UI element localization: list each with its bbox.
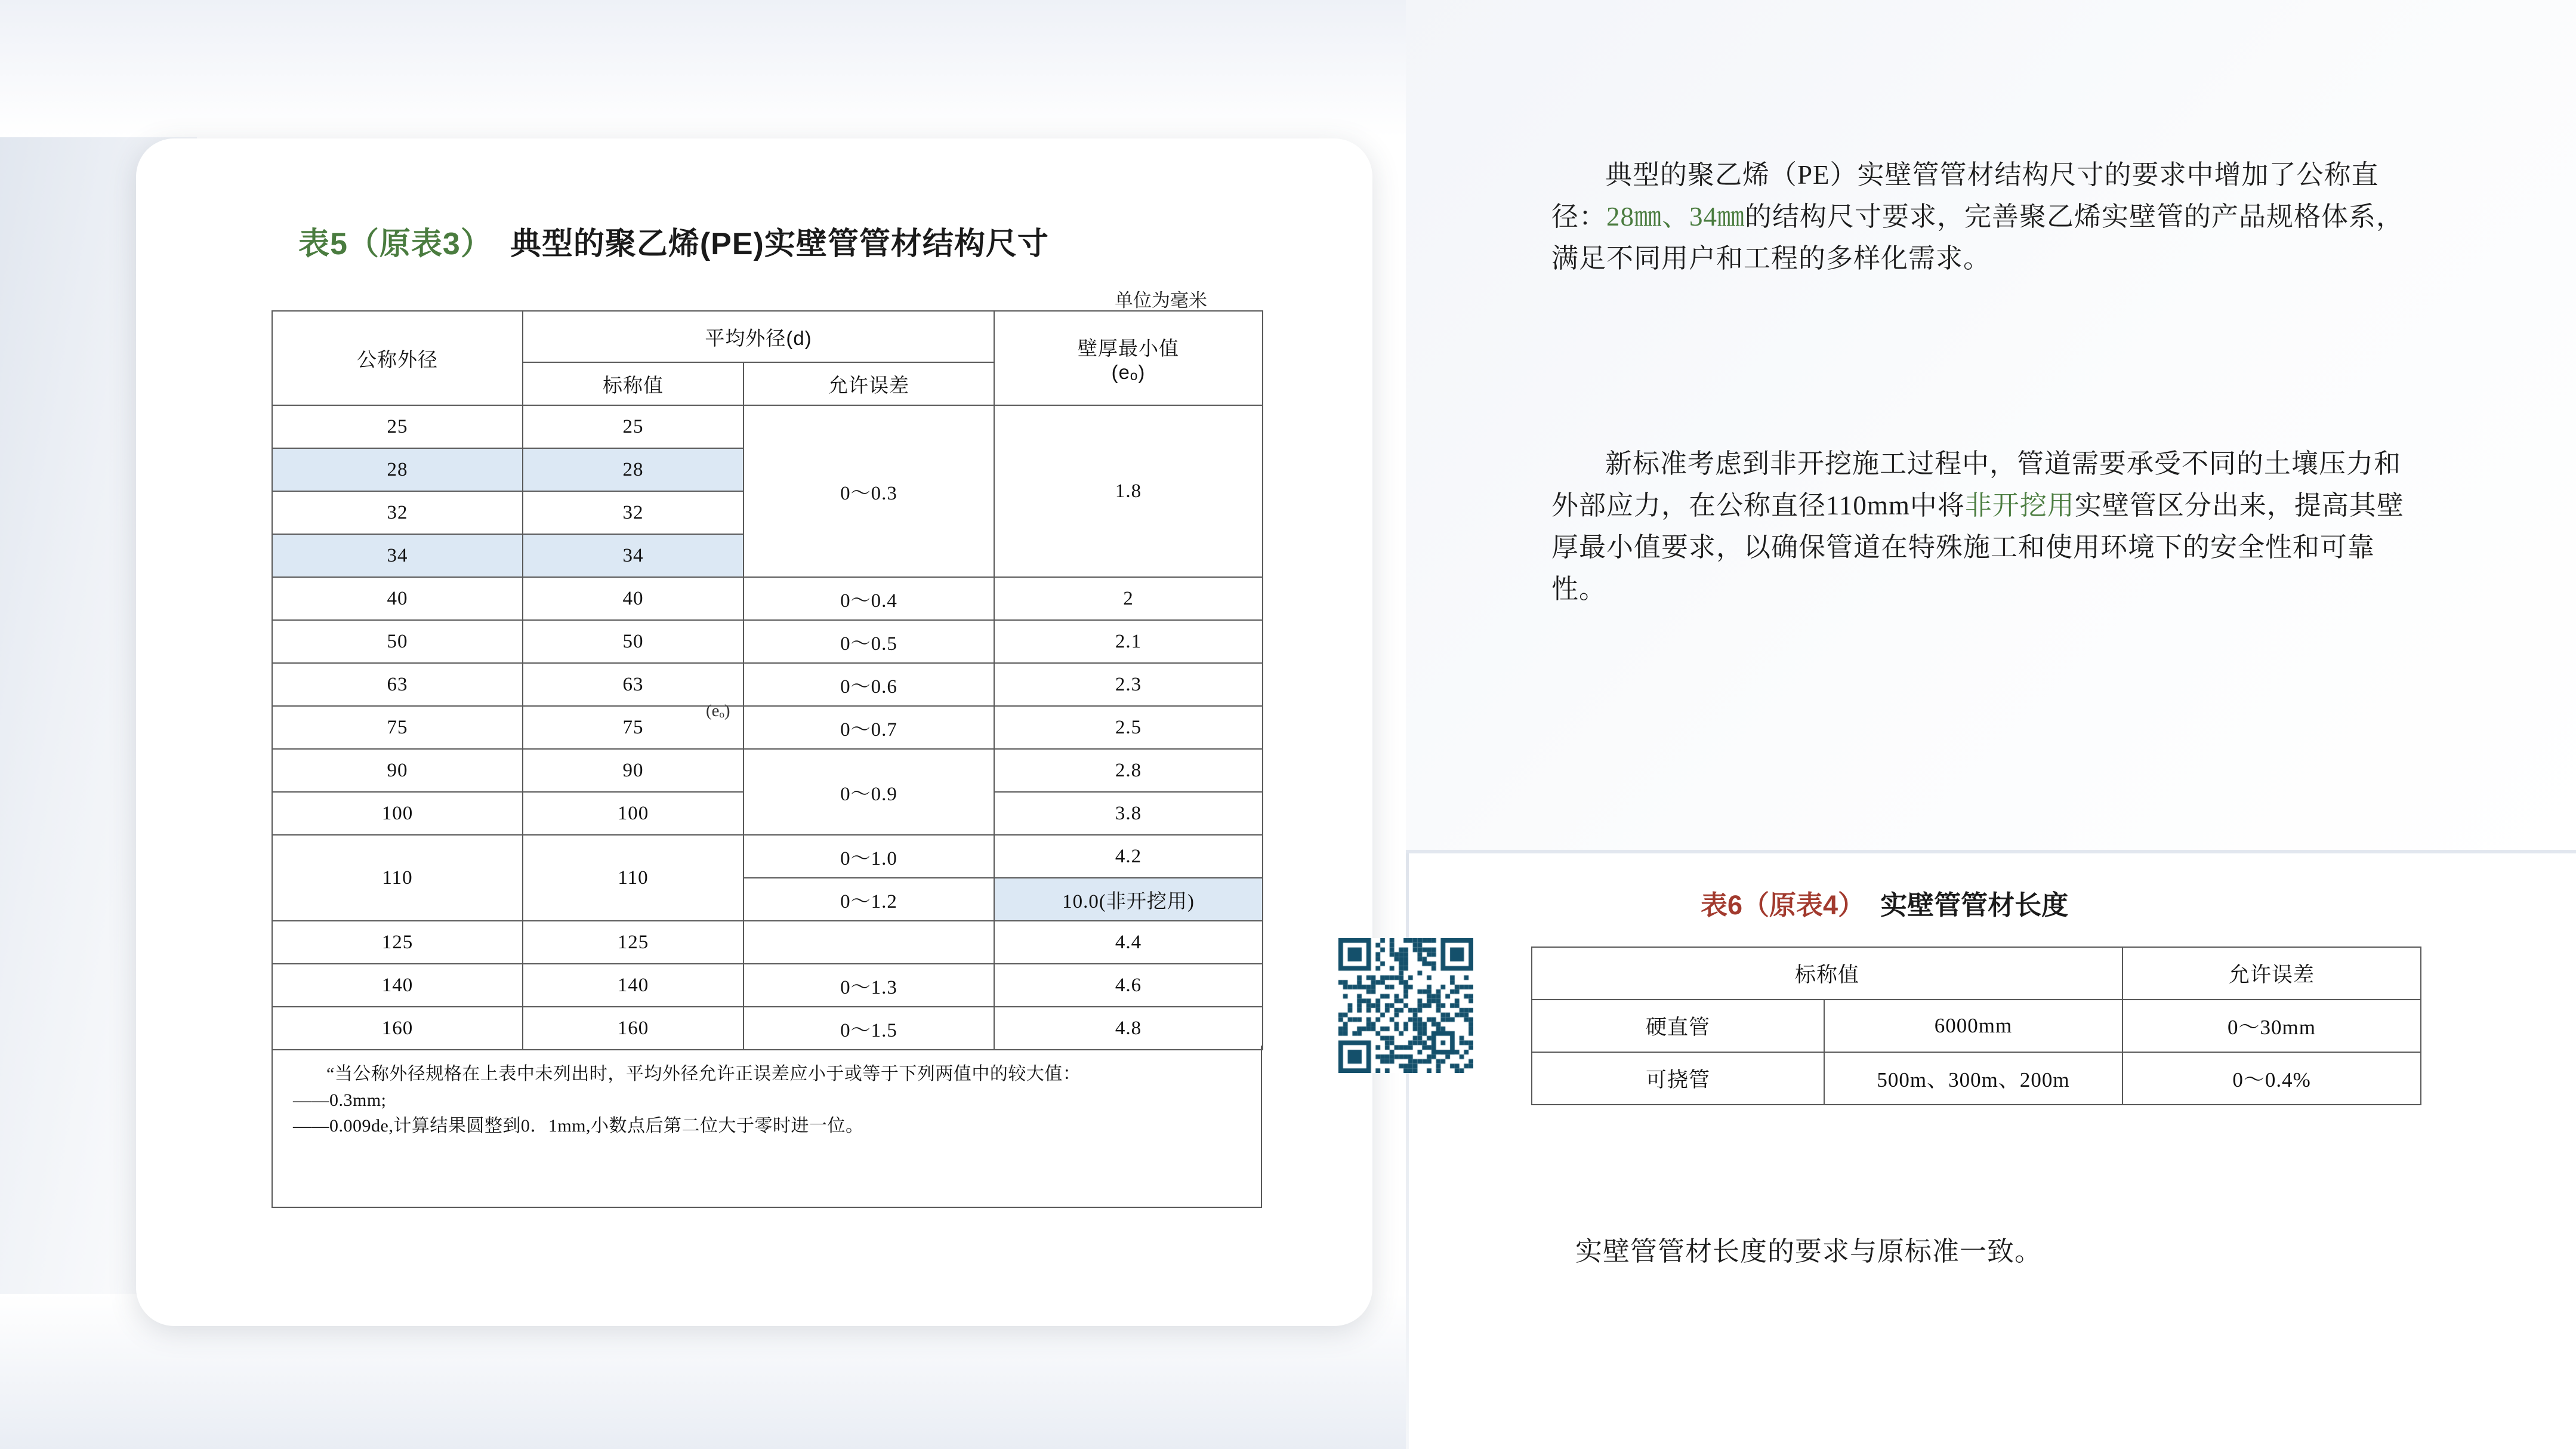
cell-nominal-od: 32 [272,491,523,534]
th-nominal-od: 公称外径 [272,311,523,405]
right-paragraph-2 [1551,443,2417,610]
cell-min-wall: 2.5 [994,706,1263,749]
cell-nominal-od: 125 [272,921,523,964]
table6-title-red: 表6（原表4） [1701,890,1865,920]
cell-length-tolerance: 0～30mm [2122,1000,2421,1052]
para1-prefix: 典型的聚乙烯（PE）实壁管管材结构尺寸的要求中增加了公称直径： [1551,160,2379,232]
cell-tolerance-blank [744,921,994,964]
cell-mean-od: 28 [523,448,744,491]
cell-tolerance: 0～1.0 [744,835,994,878]
cell-nominal-od: 28 [272,448,523,491]
table5-title-dark: 典型的聚乙烯(PE)实壁管管材结构尺寸 [510,227,1049,261]
footnote-line-2: ——0.3mm; [293,1090,387,1110]
footnote-line-3: ——0.009de,计算结果圆整到0．1mm,小数点后第二位大于零时进一位。 [293,1116,864,1136]
cell-nominal-od: 100 [272,792,523,835]
para1-suffix: 的结构尺寸要求，完善聚乙烯实壁管的产品规格体系，满足不同用户和工程的多样化需求。 [1551,202,2404,273]
qr-code-canvas [1338,938,1473,1073]
cell-tolerance: 0～1.5 [744,1007,994,1050]
th-nominal-value: 标称值 [523,362,744,405]
right-paragraph-1 [1551,154,2417,279]
cell-min-wall: 4.4 [994,921,1263,964]
qr-code[interactable] [1338,938,1473,1073]
cell-nominal-od: 160 [272,1007,523,1050]
footnote-line-1: “当公称外径规格在上表中未列出时，平均外径允许正误差应小于或等于下列两值中的较大值： [326,1064,1081,1084]
cell-nominal-od: 34 [272,534,523,577]
cell-min-wall: 2.1 [994,620,1263,663]
th-tolerance: 允许误差 [744,362,994,405]
table-row [272,706,1263,749]
cell-mean-od: 160 [523,1007,744,1050]
table6-title-dark: 实壁管管材长度 [1880,890,2069,920]
table6-row [1532,1000,2421,1052]
cell-nominal-od: 140 [272,964,523,1007]
cell-mean-od: 90 [523,749,744,792]
cell-min-wall-trenchless: 10.0(非开挖用) [994,878,1263,921]
cell-nominal-od: 63 [272,663,523,706]
cell-tolerance: 0～1.2 [744,878,994,921]
cell-mean-od: 100 [523,792,744,835]
table6-row [1532,1052,2421,1105]
background-right-lower [1406,853,2576,1449]
cell-min-wall: 2.3 [994,663,1263,706]
cell-mean-od: 125 [523,921,744,964]
cell-nominal-od: 110 [272,835,523,921]
cell-nominal-od: 25 [272,405,523,448]
para2-highlight: 非开挖用 [1964,491,2075,520]
table5-pe-pipe-dimensions [272,310,1263,1050]
th-min-wall [994,311,1263,405]
table-row [272,835,1263,878]
th-min-wall-line1: 壁厚最小值 [1078,337,1179,359]
table5-title-green: 表5（原表3） [298,227,492,261]
cell-tolerance: 0～0.5 [744,620,994,663]
table6-title [1701,883,2068,922]
table6-pipe-length [1531,947,2421,1105]
cell-pipe-type: 可挠管 [1532,1052,1824,1105]
para1-highlight: 28㎜、34㎜ [1606,202,1745,232]
cell-min-wall: 4.8 [994,1007,1263,1050]
table-header-row [272,311,1263,362]
cell-mean-od: 25 [523,405,744,448]
cell-mean-od: 40 [523,577,744,620]
cell-mean-od: 50 [523,620,744,663]
cell-length-value: 6000mm [1824,1000,2122,1052]
cell-mean-od: 140 [523,964,744,1007]
th-mean-od-group: 平均外径(d) [523,311,994,362]
cell-nominal-od: 50 [272,620,523,663]
cell-nominal-od: 75 [272,706,523,749]
table5-footnote [272,1046,1262,1208]
cell-pipe-type: 硬直管 [1532,1000,1824,1052]
cell-tolerance: 0～0.3 [744,405,994,577]
th-nominal-value: 标称值 [1532,947,2122,1000]
cell-min-wall: 3.8 [994,792,1263,835]
table-row [272,1007,1263,1050]
para2-prefix: 新标准考虑到非开挖施工过程中，管道需要承受不同的土壤压力和外部应力，在公称直径110mm中将 [1551,449,2402,520]
table-row [272,964,1263,1007]
cell-min-wall: 1.8 [994,405,1263,577]
cell-min-wall: 2.8 [994,749,1263,792]
background-top-wash [0,0,1432,137]
table-row [272,921,1263,964]
cell-length-tolerance: 0～0.4% [2122,1052,2421,1105]
table-row [272,749,1263,792]
cell-mean-od: 110 [523,835,744,921]
cell-mean-od: 63 [523,663,744,706]
table6-header-row [1532,947,2421,1000]
cell-tolerance: 0～0.6 [744,663,994,706]
para2-suffix: 实壁管区分出来，提高其壁厚最小值要求，以确保管道在特殊施工和使用环境下的安全性和可靠性。 [1551,491,2404,604]
cell-mean-od: 34 [523,534,744,577]
cell-tolerance: 0～0.4 [744,577,994,620]
cell-tolerance: 0～0.7 [744,706,994,749]
cell-min-wall: 4.6 [994,964,1263,1007]
table-row [272,663,1263,706]
table-row [272,405,1263,448]
cell-min-wall: 4.2 [994,835,1263,878]
unit-note: 单位为毫米 [1115,290,1207,311]
th-tolerance: 允许误差 [2122,947,2421,1000]
th-min-wall-line2: (eₒ) [1111,360,1146,383]
cell-nominal-od: 40 [272,577,523,620]
table-row [272,620,1263,663]
eo-symbol-annotation: (eₒ) [706,701,730,720]
cell-tolerance: 0～1.3 [744,964,994,1007]
closing-statement: 实壁管管材长度的要求与原标准一致。 [1575,1237,2043,1266]
table5-title [298,218,1049,263]
cell-mean-od: 32 [523,491,744,534]
cell-min-wall: 2 [994,577,1263,620]
table-row [272,577,1263,620]
cell-nominal-od: 90 [272,749,523,792]
cell-length-value: 500m、300m、200m [1824,1052,2122,1105]
background-right-panel [1406,0,2576,853]
cell-mean-od: 75 [523,706,744,749]
cell-tolerance: 0～0.9 [744,749,994,835]
